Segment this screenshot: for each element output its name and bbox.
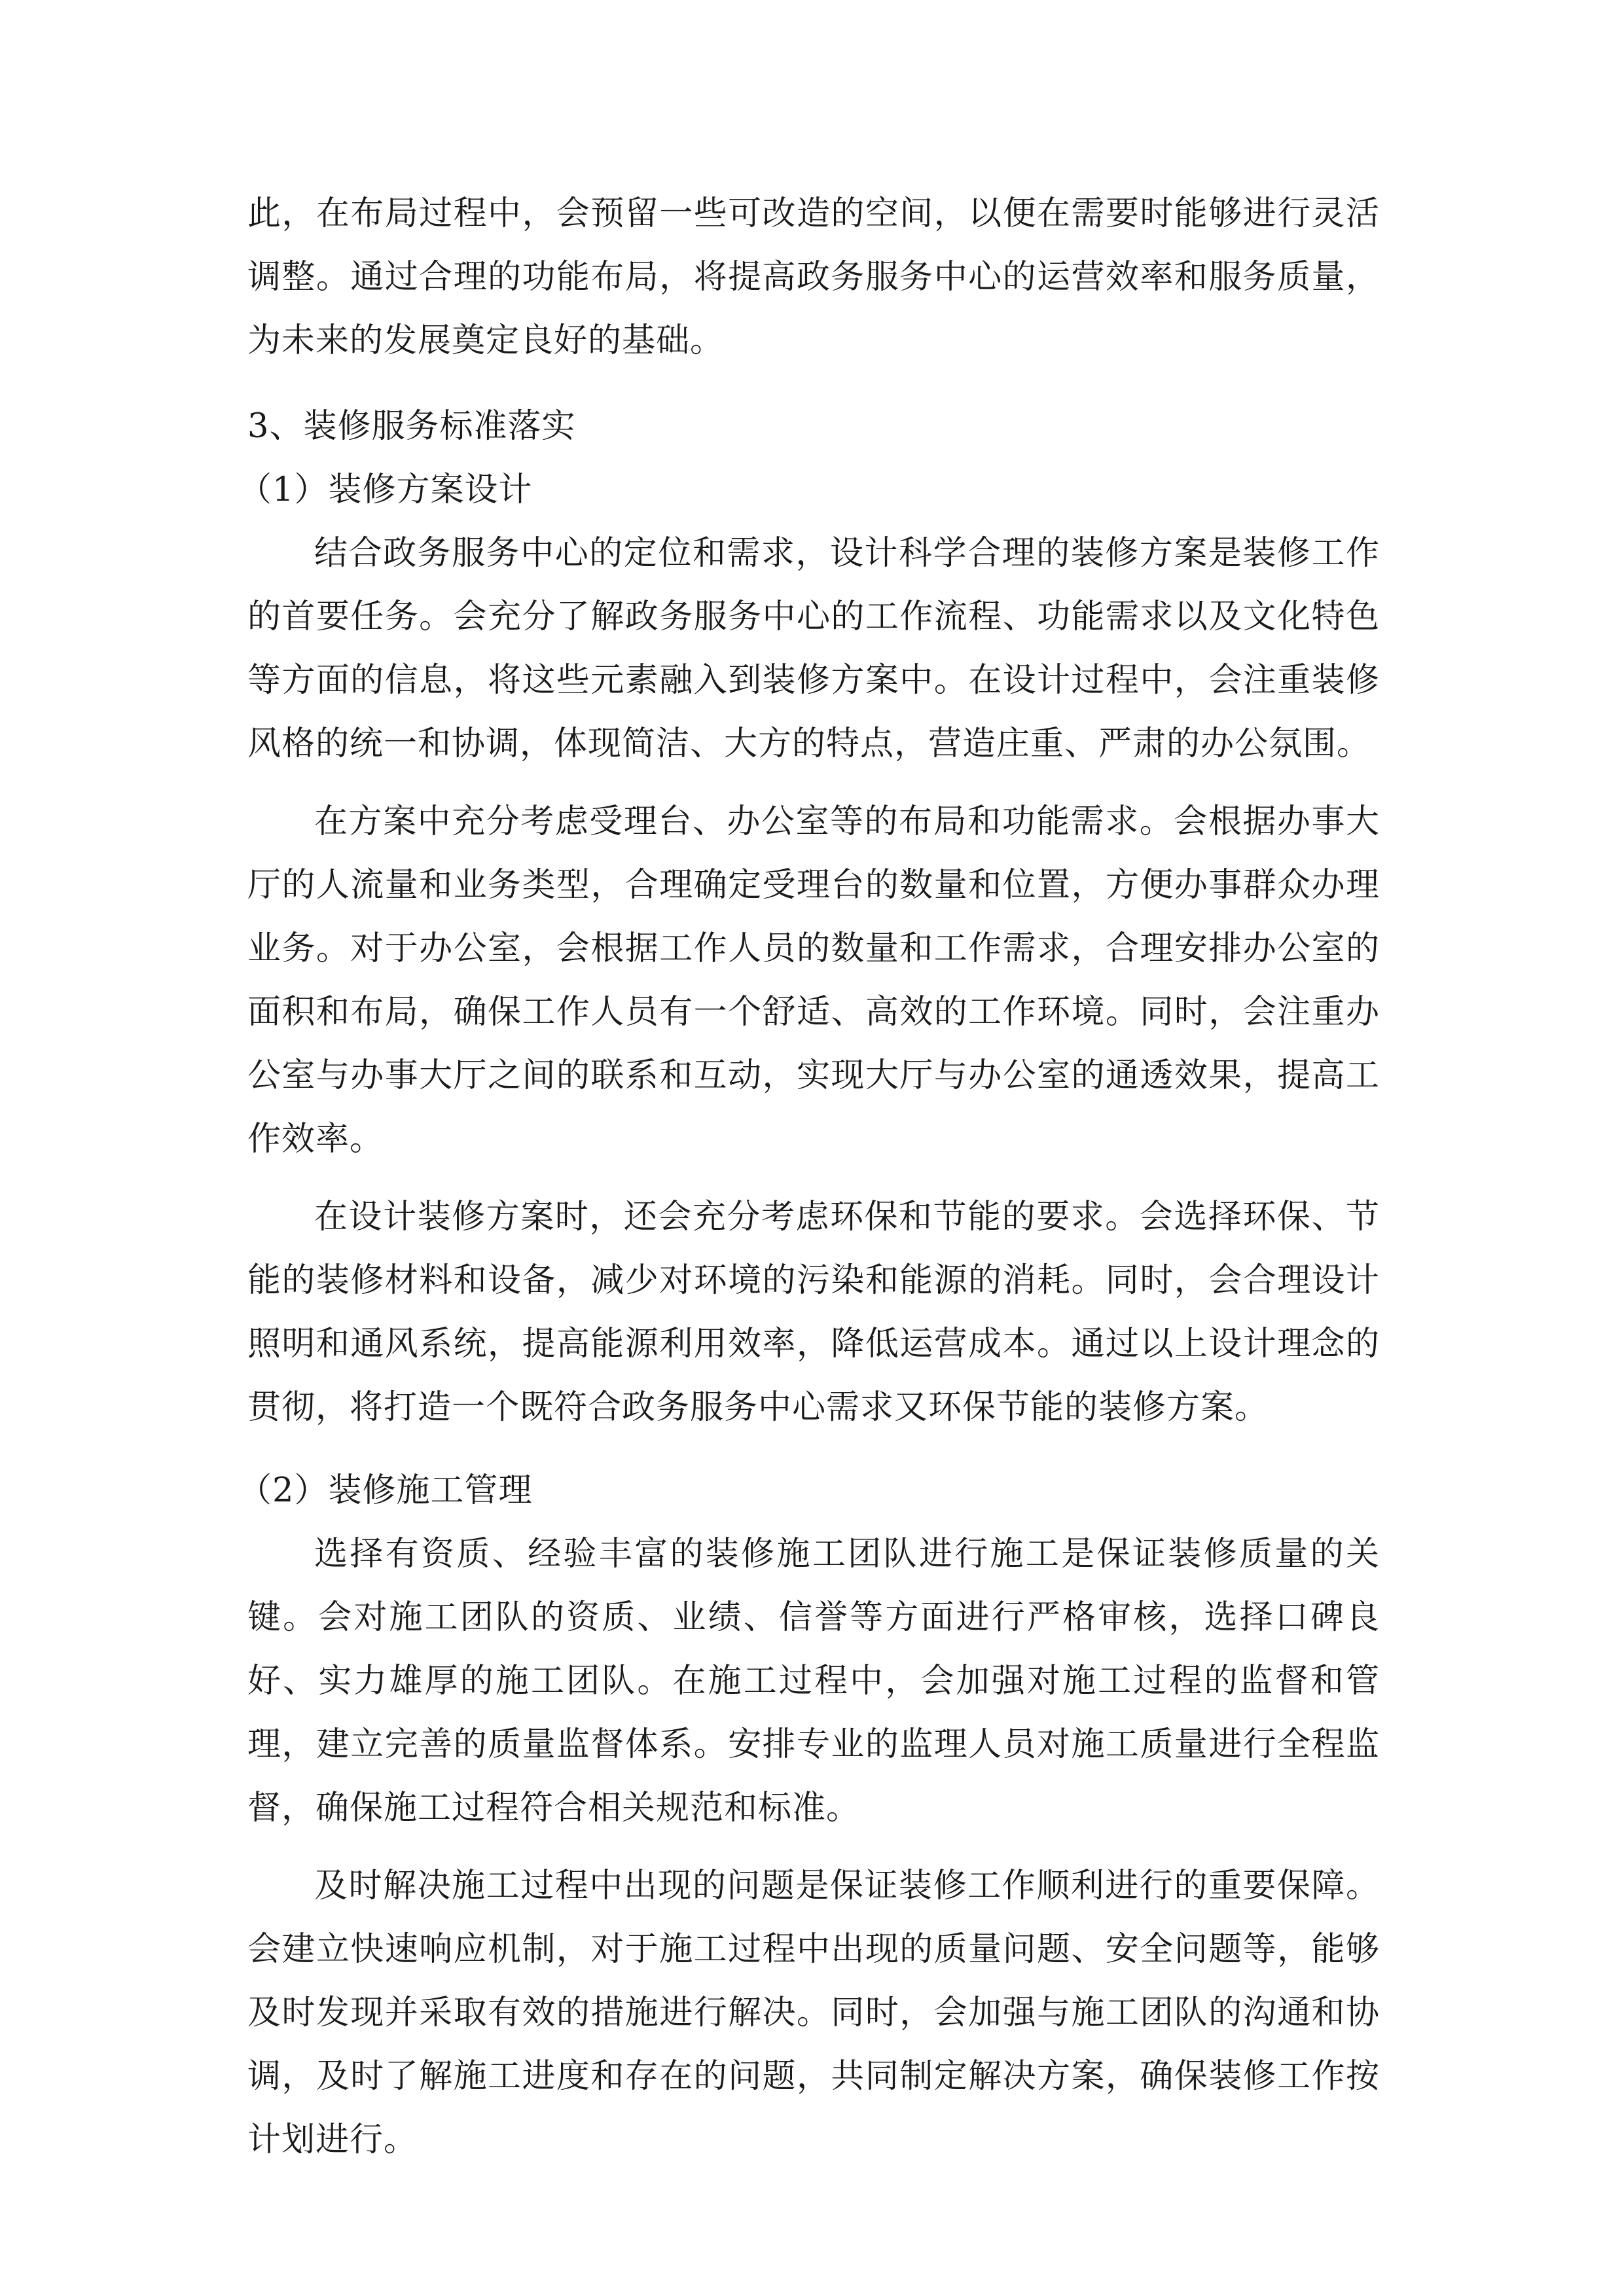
subheading-design-plan: （1）装修方案设计	[238, 471, 533, 509]
document-page	[238, 182, 1380, 2172]
paragraph-problem-solving: 及时解决施工过程中出现的问题是保证装修工作顺利进行的重要保障。会建立快速响应机制，对于施工过程中出现的质量问题、安全问题等，能够及时发现并采取有效的措施进行解决。同时，会加强与施工团队的沟通和协调，及时了解施工进度和存在的问题，共同制定解决方案，确保装修工作按计划进行。	[247, 1867, 1380, 2159]
paragraph-construction-team: 选择有资质、经验丰富的装修施工团队进行施工是保证装修质量的关键。会对施工团队的资质、业绩、信誉等方面进行严格审核，选择口碑良好、实力雄厚的施工团队。在施工过程中，会加强对施工过程的监督和管理，建立完善的质量监督体系。安排专业的监理人员对施工质量进行全程监督，确保施工过程符合相关规范和标准。	[247, 1535, 1380, 1827]
paragraph-counter-office-layout: 在方案中充分考虑受理台、办公室等的布局和功能需求。会根据办事大厅的人流量和业务类型，合理确定受理台的数量和位置，方便办事群众办理业务。对于办公室，会根据工作人员的数量和工作需求，合理安排办公室的面积和布局，确保工作人员有一个舒适、高效的工作环境。同时，会注重办公室与办事大厅之间的联系和互动，实现大厅与办公室的通透效果，提高工作效率。	[247, 802, 1380, 1158]
paragraph-design-plan-intro: 结合政务服务中心的定位和需求，设计科学合理的装修方案是装修工作的首要任务。会充分了解政务服务中心的工作流程、功能需求以及文化特色等方面的信息，将这些元素融入到装修方案中。在设计过程中，会注重装修风格的统一和协调，体现简洁、大方的特点，营造庄重、严肃的办公氛围。	[247, 534, 1380, 763]
paragraph-energy-saving: 在设计装修方案时，还会充分考虑环保和节能的要求。会选择环保、节能的装修材料和设备，减少对环境的污染和能源的消耗。同时，会合理设计照明和通风系统，提高能源利用效率，降低运营成本。通过以上设计理念的贯彻，将打造一个既符合政务服务中心需求又环保节能的装修方案。	[247, 1198, 1380, 1427]
subheading-construction-management: （2）装修施工管理	[238, 1471, 533, 1510]
section-heading-decoration-standards: 3、装修服务标准落实	[247, 407, 576, 446]
paragraph-layout-continuation: 此，在布局过程中，会预留一些可改造的空间，以便在需要时能够进行灵活调整。通过合理的功能布局，将提高政务服务中心的运营效率和服务质量，为未来的发展奠定良好的基础。	[247, 194, 1380, 360]
